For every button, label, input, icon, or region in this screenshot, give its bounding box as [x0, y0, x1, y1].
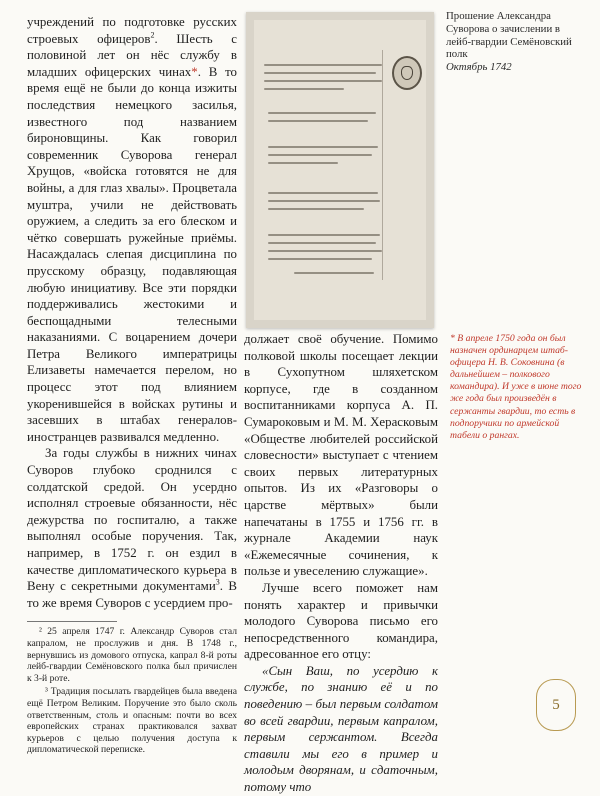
right-text-column [244, 331, 438, 796]
caption-date: Октябрь 1742 [446, 61, 512, 74]
footnote-divider [27, 621, 117, 622]
paragraph: учреждений по подготовке русских строевых офицеров$^2$. Шесть с половиной лет он нёс службу в младших офицерских чинах*. В то время ещё не были до конца изжиты последствия немецкого засилья, известного под названием бироновщины. Как говорил современник Суворова генерал Хрущов, «войска готовятся не для войны, а для глаз хвалы». Процветала муштра, учили не действовать оружием, а следить за его блеском и чётко совершать ружейные приёмы. Насаждалась слепая дисциплина по прусскому образцу, подавляющая любую инициативу. Все эти порядки поддерживались жестокими и беспощадными телесными наказаниями. С воцарением дочери Петра Великого императрицы Елизаветы намечается перелом, но процесс этот под влиянием укоренившейся в войсках рутины и засевших в штабах генералов-иностранцев развивался медленно. [27, 15, 237, 444]
sidenote: * В апреле 1750 года он был назначен ординарцем штаб-офицера Н. В. Соковнина (в дальнейшем – полкового командира). И уже в июне того же года был произведён в сержанты гвардии, то есть в подпоручики по армейской табели о рангах. [450, 333, 582, 441]
footnote-ref[interactable]: 3 [215, 577, 220, 587]
footnote: ³ Традиция посылать гвардейцев была введена ещё Петром Великим. Поручение это было сколь ответственным, столь и опасным: почти во всех европейских странах практиковался захват курьеров с целью получения доступа к дипломатической переписке. [27, 686, 237, 756]
wax-seal-icon [392, 56, 422, 90]
paragraph: За годы службы в нижних чинах Суворов глубоко сроднился с солдатской средой. Он усердно исполнял строевые обязанности, нёс дежурства по госпиталю, а также выполнял особые поручения. Так, например, в 1752 г. он ездил в качестве дипломатического курьера в Вену с секретными документами$^3$. В то же время Суворов с усердием про- [27, 446, 237, 610]
footnotes [27, 626, 237, 756]
page-number: 5 [536, 679, 576, 731]
footnote-ref[interactable]: 2 [150, 30, 155, 40]
footnote: ² 25 апреля 1747 г. Александр Суворов стал капралом, не прослужив и дня. В 1748 г., вернувшись из домового отпуска, капрал 8-й роты лейб-гвардии Семёновского полка был причислен к 3-й роте. [27, 626, 237, 684]
quotation: «Сын Ваш, по усердию к службе, по знанию её и по поведению – был первым солдатом во всей гвардии, первым капралом, первым сержантом. Всегда ставили мы его в пример и молодым дворянам, и сдаточным, потому что [244, 663, 438, 795]
paragraph: должает своё обучение. Помимо полковой школы посещает лекции в Сухопутном шляхетском корпусе, где в созданном воспитанниками корпуса А. П. Сумароковым и М. М. Херасковым «Обществе любителей российской словесности» выступает с чтением своих первых литературных опытов. Из их «Разговоры о царстве мёртвых» были напечатаны в 1755 и 1756 гг. в журнале Академии наук «Ежемесячные сочинения, к пользе и увеселению служащие». [244, 332, 438, 579]
sidenote-ref[interactable]: * [191, 64, 198, 79]
left-text-column [27, 14, 237, 758]
paragraph: Лучше всего поможет нам понять характер и привычки молодого Суворова письмо его непосредственного командира, адресованное его отцу: [244, 580, 438, 662]
manuscript-image [246, 12, 434, 328]
figure-caption: Прошение Александра Суворова о зачислении в лейб-гвардии Семёновский полк Октябрь 1742 [446, 10, 586, 74]
